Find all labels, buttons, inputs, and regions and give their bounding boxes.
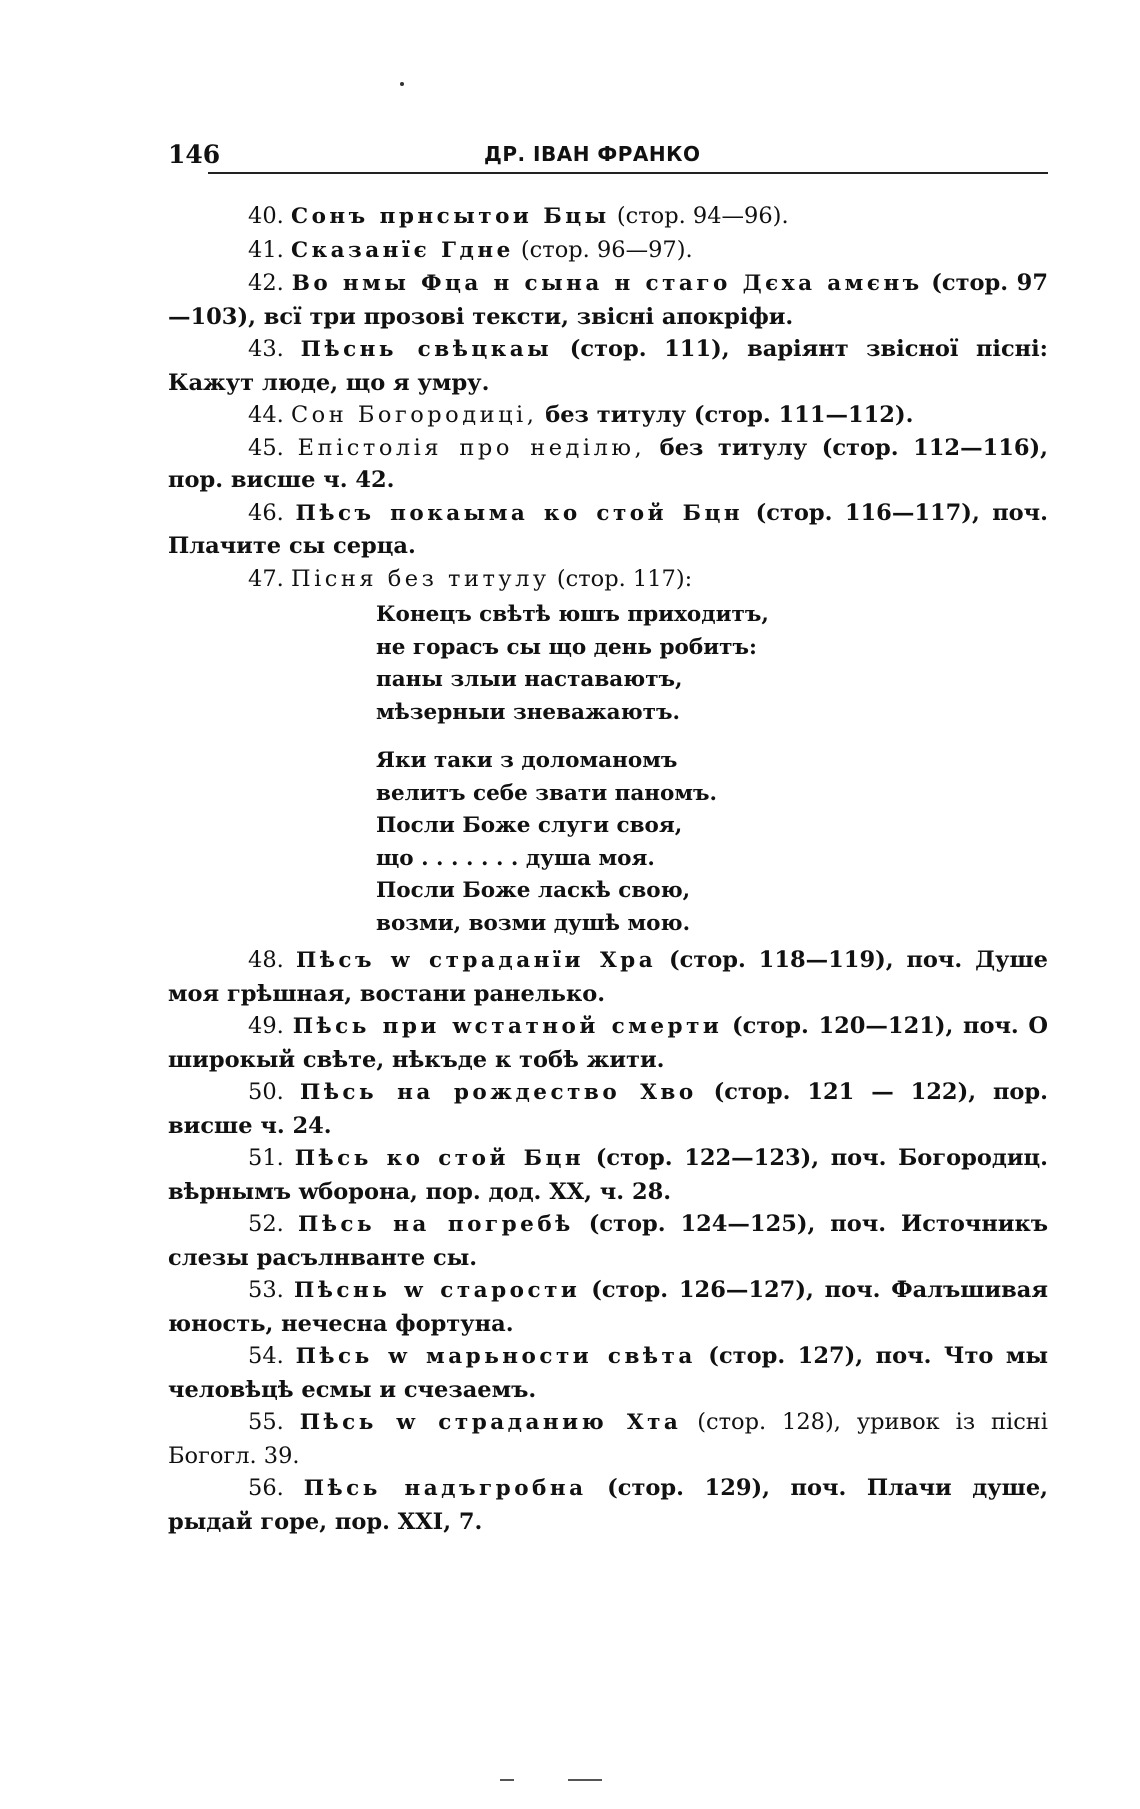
entry-text: (стор. 122—123), поч. Богородиц. вѣрнымъ wборона, пор. дод. XX, ч. 28. xyxy=(168,1145,1048,1205)
entry-text: (стор. 129), поч. Плачи душе, рыдай горе, пор. XXI, 7. xyxy=(168,1475,1049,1535)
poem-line: Конецъ свѣтѣ юшъ приходитъ, xyxy=(376,602,769,627)
ink-speck xyxy=(400,82,404,86)
entry-number: 41. xyxy=(248,236,284,263)
entry-title: Пѣсь на рождество Хво xyxy=(300,1080,697,1105)
entry-text: (стор. 97—103), всї три прозові тексти, звісні апокріфи. xyxy=(168,270,1048,330)
entry-text: без титулу (стор. 112—116), пор. висше ч. 42. xyxy=(168,434,1049,493)
entry-title: Сон Богородиці, xyxy=(290,402,538,428)
poem-line: Яки таки з доломаномъ xyxy=(376,748,678,773)
entry-number: 54. xyxy=(248,1343,284,1369)
entry-number: 45. xyxy=(248,434,284,461)
poem-stanza-2 xyxy=(376,745,1048,940)
entry-number: 44. xyxy=(248,402,284,428)
entry-number: 50. xyxy=(248,1079,284,1105)
entry-title: Пѣсь на погребѣ xyxy=(298,1212,574,1237)
entry-text: (стор. 128), уривок із пісні Богогл. 39. xyxy=(168,1409,1049,1469)
entry-title: Сонъ прнсытои Бцы xyxy=(290,204,610,229)
entry-50 xyxy=(168,1076,1048,1142)
entry-number: 55. xyxy=(248,1409,284,1435)
entry-title: Пѣсъ покаыма ко стой Бцн xyxy=(295,500,744,526)
poem-line: Посли Боже слуги своя, xyxy=(376,813,683,838)
entry-title: Пѣснь свѣцкаы xyxy=(300,337,553,362)
poem-line: що . . . . . . . душа моя. xyxy=(376,845,655,871)
poem-line: возми, возми душѣ мою. xyxy=(376,910,691,936)
entry-53 xyxy=(168,1274,1048,1340)
entry-number: 42. xyxy=(248,270,284,296)
bottom-print-mark xyxy=(568,1779,602,1781)
page xyxy=(168,0,1048,1809)
entry-title: Пѣсь w страданию Хта xyxy=(299,1410,682,1435)
entry-text: (стор. 96—97). xyxy=(513,236,693,263)
entry-text: (стор. 126—127), поч. Фалъшивая юность, нечесна фортуна. xyxy=(168,1277,1048,1337)
entry-number: 49. xyxy=(248,1013,284,1039)
poem xyxy=(376,599,1048,940)
entry-title: Пѣсь ко стой Бцн xyxy=(294,1146,585,1171)
bottom-print-mark xyxy=(500,1779,514,1781)
entry-number: 52. xyxy=(248,1211,284,1237)
entry-41 xyxy=(168,234,1048,268)
header-rule xyxy=(208,172,1048,174)
entry-text: (стор. 124—125), поч. Источникъ слезы расълнванте сы. xyxy=(168,1211,1048,1271)
entry-text: (стор. 121 — 122), пор. висше ч. 24. xyxy=(168,1079,1048,1139)
entry-51 xyxy=(168,1142,1048,1208)
entry-text: (стор. 118—119), поч. Душе моя грѣшная, востани ранелько. xyxy=(168,947,1048,1007)
poem-line: велитъ себе звати паномъ. xyxy=(376,780,718,806)
entry-title: Пѣсь при wстатной смерти xyxy=(292,1014,723,1039)
entry-45 xyxy=(168,432,1048,497)
running-title: ДР. ІВАН ФРАНКО xyxy=(484,142,701,166)
entry-52 xyxy=(168,1208,1048,1274)
entry-title: Пѣсь w марьности свѣта xyxy=(295,1344,696,1369)
poem-line: мѣзерныи зневажаютъ. xyxy=(376,699,680,725)
entry-title: Во нмы Фца н сына н стаго Дєха амєнъ xyxy=(291,271,923,296)
entry-number: 46. xyxy=(248,499,284,526)
entry-number: 51. xyxy=(248,1145,284,1171)
entry-46 xyxy=(168,497,1048,563)
entry-49 xyxy=(168,1010,1048,1076)
entry-40 xyxy=(168,200,1048,234)
page-header xyxy=(168,138,1048,174)
entry-56 xyxy=(168,1472,1048,1538)
page-number: 146 xyxy=(168,140,221,169)
entry-title: Пѣсь надъгробна xyxy=(303,1476,587,1501)
entry-text: (стор. 127), поч. Что мы человѣцѣ есмы и счезаемъ. xyxy=(168,1343,1049,1403)
entry-42 xyxy=(168,267,1048,333)
entry-number: 48. xyxy=(248,947,284,973)
entry-number: 47. xyxy=(248,565,284,592)
entry-number: 43. xyxy=(248,336,284,362)
entry-title: Пѣснь w старости xyxy=(293,1278,581,1303)
body-text xyxy=(168,200,1048,1538)
entry-text: (стор. 116—117), поч. Плачите сы серца. xyxy=(168,499,1048,559)
entry-number: 56. xyxy=(248,1475,284,1501)
poem-line: Посли Боже ласкѣ свою, xyxy=(376,878,691,903)
entry-47 xyxy=(168,563,1048,596)
entry-text: (стор. 117): xyxy=(549,565,693,592)
entry-text: (стор. 120—121), поч. О широкый свѣте, нѣкъде к тобѣ жити. xyxy=(168,1013,1048,1073)
poem-line: не горасъ сы що день робитъ: xyxy=(376,634,757,660)
entry-number: 53. xyxy=(248,1277,284,1303)
entry-55 xyxy=(168,1406,1048,1472)
entry-number: 40. xyxy=(248,203,284,229)
entry-title: Епістолія про неділю, xyxy=(297,434,646,461)
entry-43 xyxy=(168,333,1048,399)
entry-54 xyxy=(168,1340,1048,1406)
poem-line: паны злыи наставаютъ, xyxy=(376,667,683,692)
entry-text: (стор. 111), варіянт звісної пісні: Кажут люде, що я умру. xyxy=(168,336,1048,396)
entry-title: Пісня без титулу xyxy=(290,565,550,592)
poem-stanza-1 xyxy=(376,599,1048,729)
entry-44 xyxy=(168,399,1048,432)
entry-title: Пѣсъ w страданїи Хрa xyxy=(295,948,657,973)
entry-text: без титулу (стор. 111—112). xyxy=(537,402,914,428)
entry-title: Сказанїє Гдне xyxy=(290,237,514,263)
entry-48 xyxy=(168,944,1048,1010)
entry-text: (стор. 94—96). xyxy=(609,203,789,229)
